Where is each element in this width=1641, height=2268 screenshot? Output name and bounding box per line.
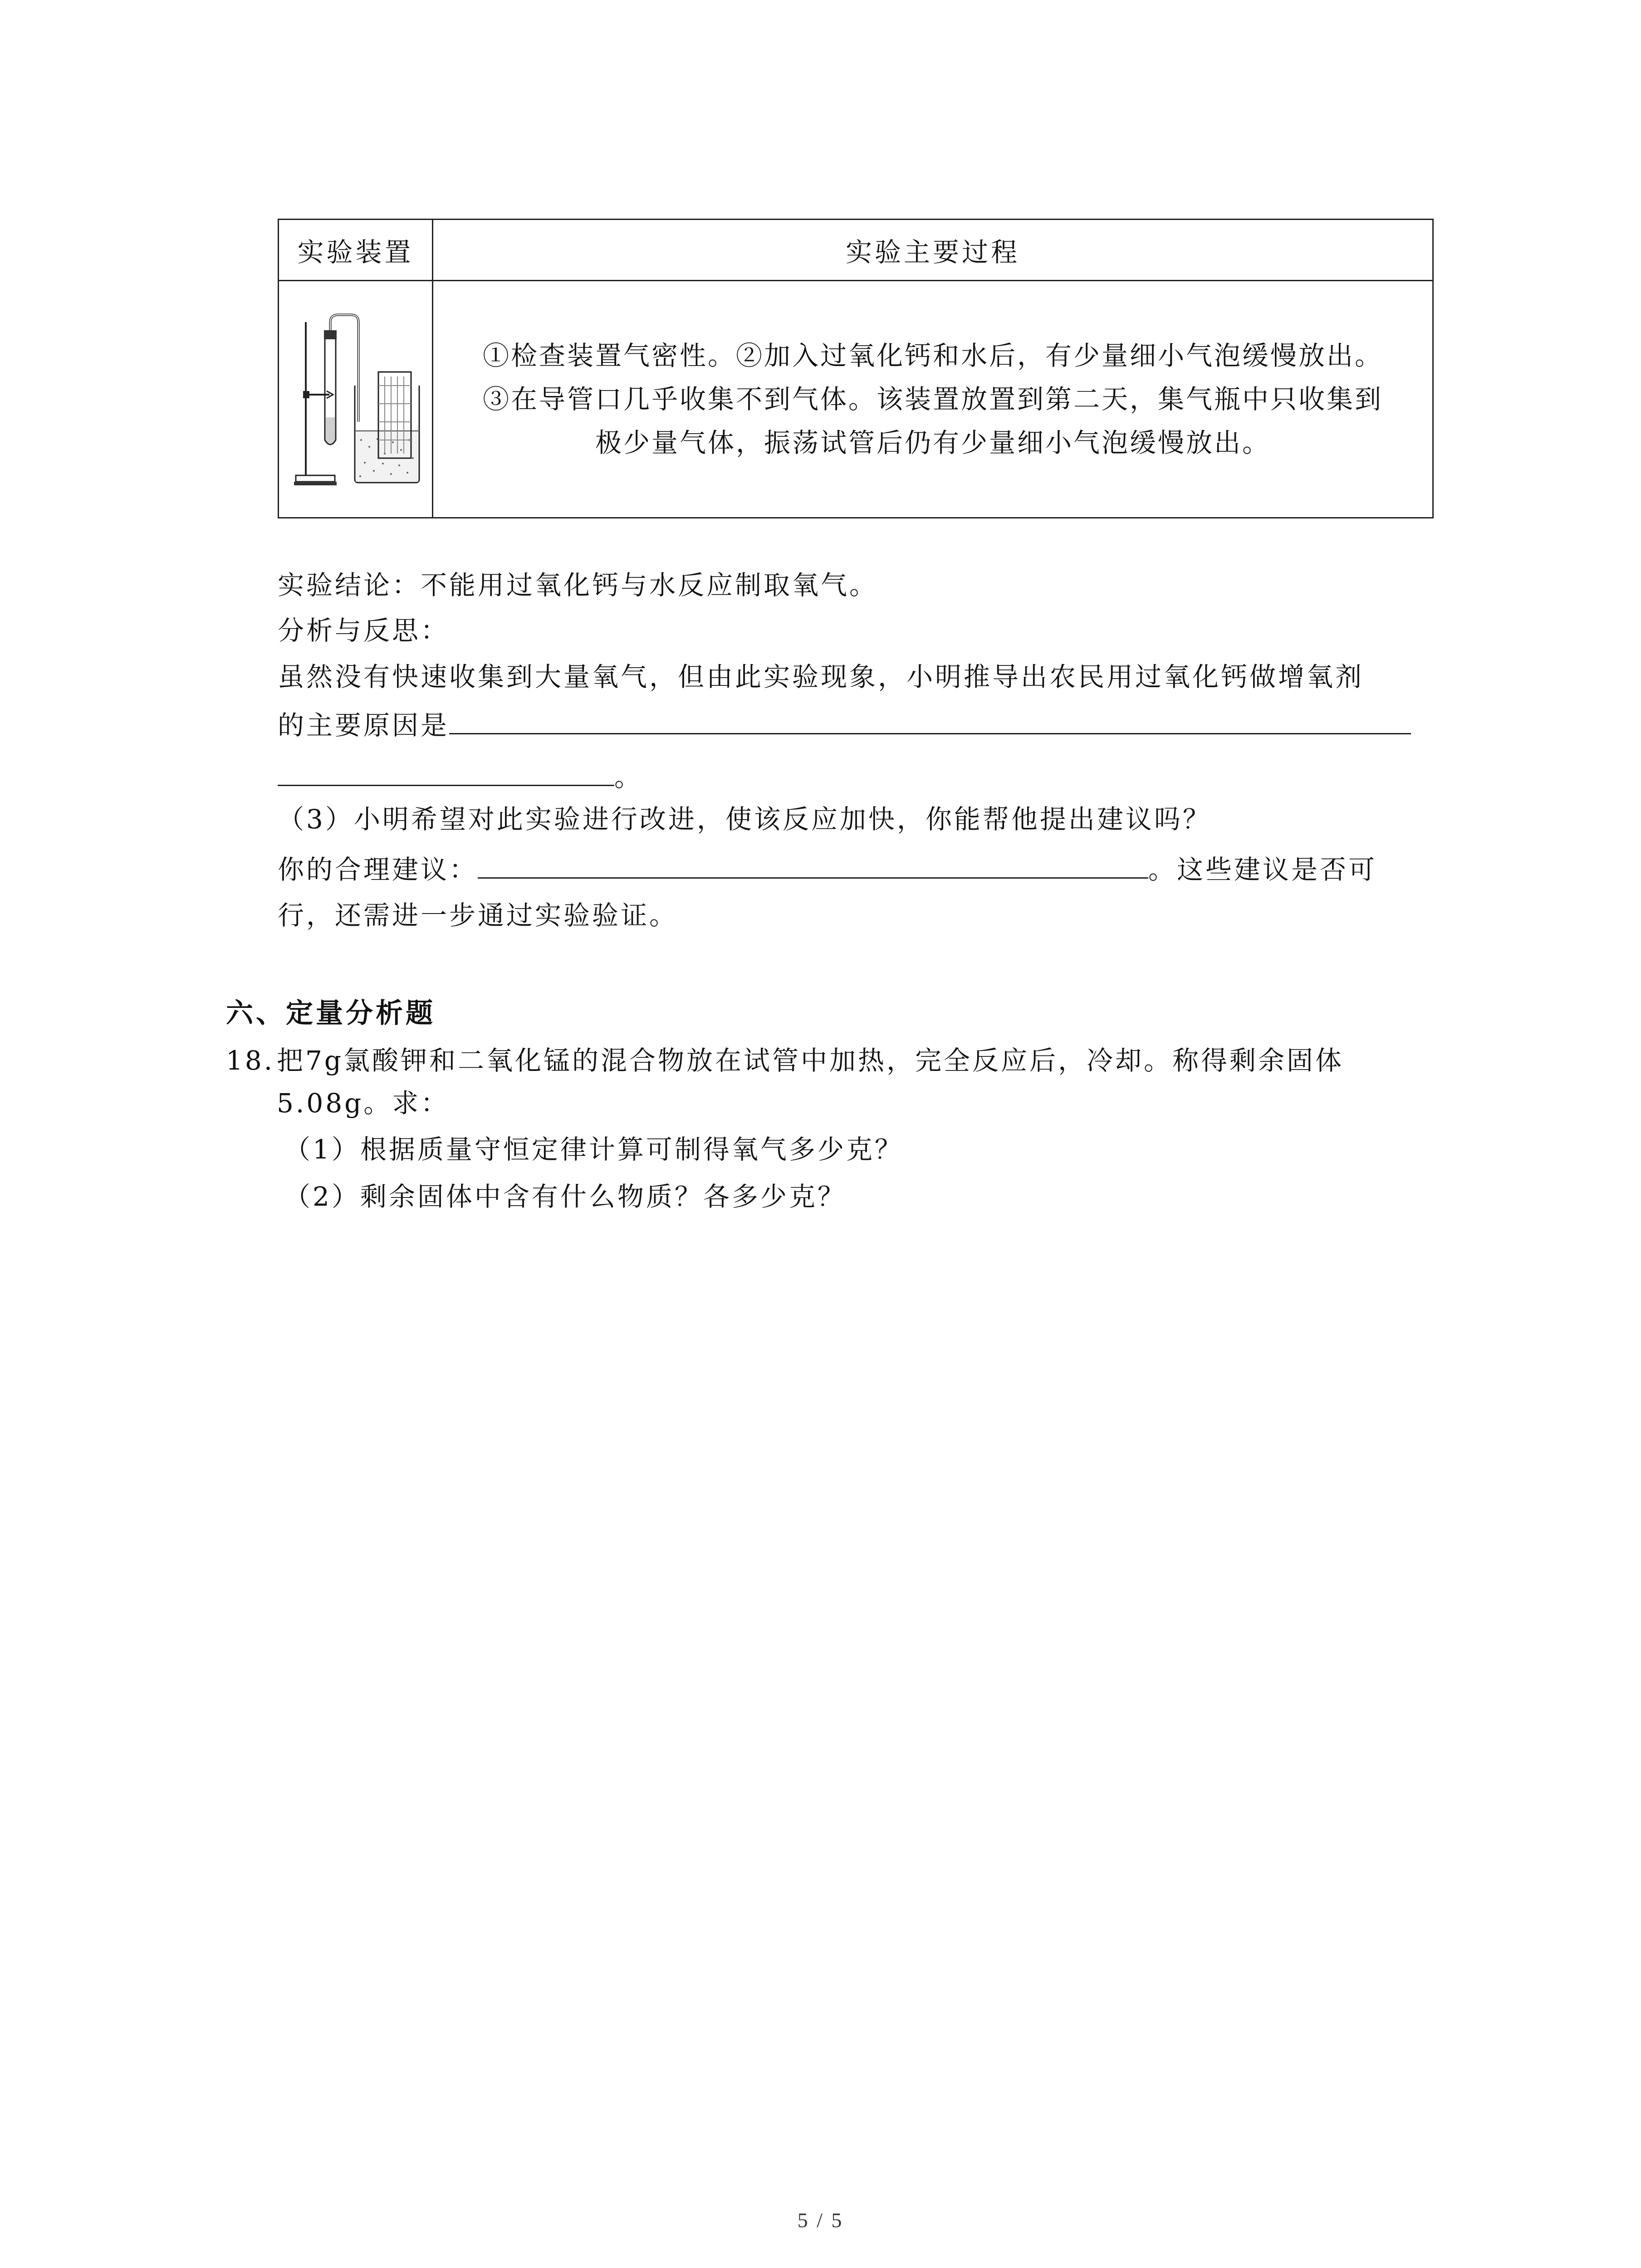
- section-title: 六、定量分析题: [226, 997, 436, 1029]
- answer-blank-suggestion[interactable]: [478, 851, 1148, 879]
- header-apparatus: 实验装置: [279, 220, 433, 281]
- answer-blank-reason[interactable]: [449, 707, 1411, 734]
- question-18-number: 18.: [226, 1045, 275, 1076]
- suggestion-line-1: [278, 851, 1377, 888]
- question-18-line-2: 5.08g。求：: [277, 1088, 450, 1119]
- table-header-row: [279, 220, 1433, 281]
- process-line-2: ③在导管口几乎收集不到气体。该装置放置到第二天，集气瓶中只收集到: [482, 384, 1383, 415]
- header-process: 实验主要过程: [433, 220, 1433, 281]
- question-3: （3）小明希望对此实验进行改进，使该反应加快，你能帮他提出建议吗？: [278, 804, 1211, 835]
- process-cell: [433, 281, 1433, 518]
- experiment-conclusion: 实验结论：不能用过氧化钙与水反应制取氧气。: [278, 570, 878, 601]
- analysis-line-2: [278, 707, 1411, 743]
- suggestion-suffix: 。这些建议是否可: [1148, 854, 1377, 885]
- question-18-line-1: 把7g氯酸钾和二氧化锰的混合物放在试管中加热，完全反应后，冷却。称得剩余固体: [277, 1045, 1344, 1076]
- answer-blank-reason-continued[interactable]: [278, 758, 614, 786]
- suggestion-prefix: 你的合理建议：: [278, 854, 478, 885]
- question-18-sub-2: （2）剩余固体中含有什么物质？各多少克？: [284, 1181, 846, 1212]
- analysis-line-2-prefix: 的主要原因是: [278, 710, 450, 741]
- table-body-row: [279, 281, 1433, 518]
- question-18-sub-1: （1）根据质量守恒定律计算可制得氧气多少克？: [284, 1134, 903, 1165]
- analysis-line-3: [278, 758, 643, 795]
- process-line-1: ①检查装置气密性。②加入过氧化钙和水后，有少量细小气泡缓慢放出。: [482, 340, 1383, 371]
- analysis-line-3-suffix: 。: [614, 762, 643, 792]
- process-line-3: 极少量气体，振荡试管后仍有少量细小气泡缓慢放出。: [595, 427, 1270, 458]
- experiment-table: [278, 219, 1434, 518]
- apparatus-cell: [279, 281, 433, 518]
- analysis-heading: 分析与反思：: [278, 615, 450, 646]
- suggestion-line-2: 行，还需进一步通过实验验证。: [278, 900, 678, 931]
- analysis-line-1: 虽然没有快速收集到大量氧气，但由此实验现象，小明推导出农民用过氧化钙做增氧剂: [278, 661, 1364, 692]
- test-tube-gas-collection-apparatus-icon: [288, 304, 424, 494]
- page-number: 5 / 5: [797, 2209, 844, 2232]
